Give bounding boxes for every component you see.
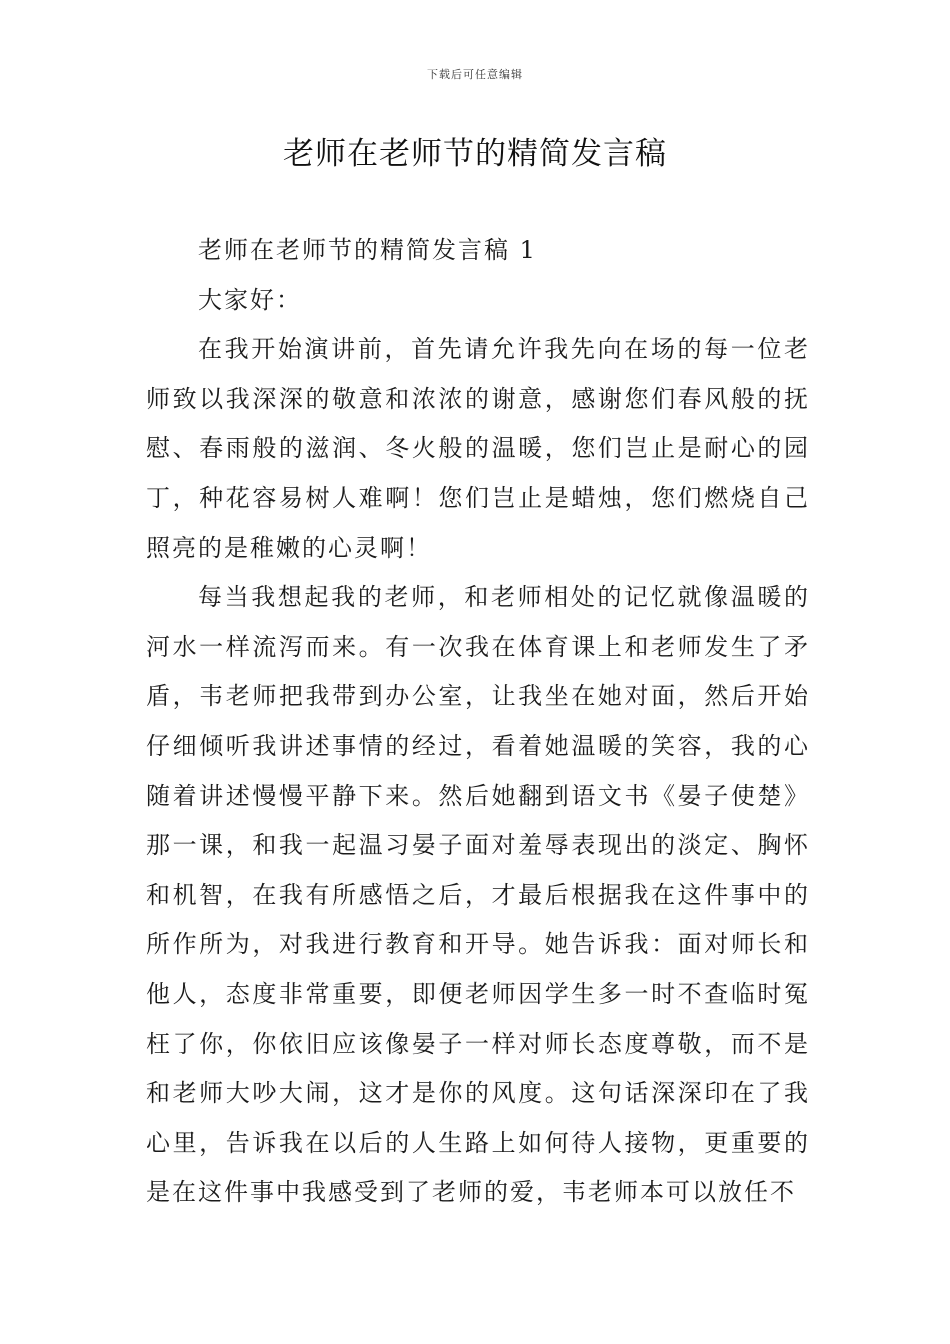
document-title: 老师在老师节的精简发言稿 — [283, 136, 667, 172]
greeting: 大家好： — [198, 285, 302, 314]
document-body — [146, 226, 810, 1218]
paragraph-1: 在我开始演讲前，首先请允许我先向在场的每一位老师致以我深深的敬意和浓浓的谢意，感谢您们春风般的抚慰、春雨般的滋润、冬火般的温暖，您们岂止是耐心的园丁，种花容易树人难啊！您们岂止是蜡烛，您们燃烧自己照亮的是稚嫩的心灵啊！ — [146, 335, 810, 562]
header-note: 下载后可任意编辑 — [427, 68, 523, 81]
paragraph-2: 每当我想起我的老师，和老师相处的记忆就像温暖的河水一样流泻而来。有一次我在体育课上和老师发生了矛盾，韦老师把我带到办公室，让我坐在她对面，然后开始仔细倾听我讲述事情的经过，看着她温暖的笑容，我的心随着讲述慢慢平静下来。然后她翻到语文书《晏子使楚》那一课，和我一起温习晏子面对羞辱表现出的淡定、胸怀和机智，在我有所感悟之后，才最后根据我在这件事中的所作所为，对我进行教育和开导。她告诉我：面对师长和他人，态度非常重要，即便老师因学生多一时不查临时冤枉了你，你依旧应该像晏子一样对师长态度尊敬，而不是和老师大吵大闹，这才是你的风度。这句话深深印在了我心里，告诉我在以后的人生路上如何待人接物，更重要的是在这件事中我感受到了老师的爱，韦老师本可以放任不 — [146, 583, 810, 1207]
section-heading: 老师在老师节的精简发言稿 1 — [198, 236, 537, 264]
